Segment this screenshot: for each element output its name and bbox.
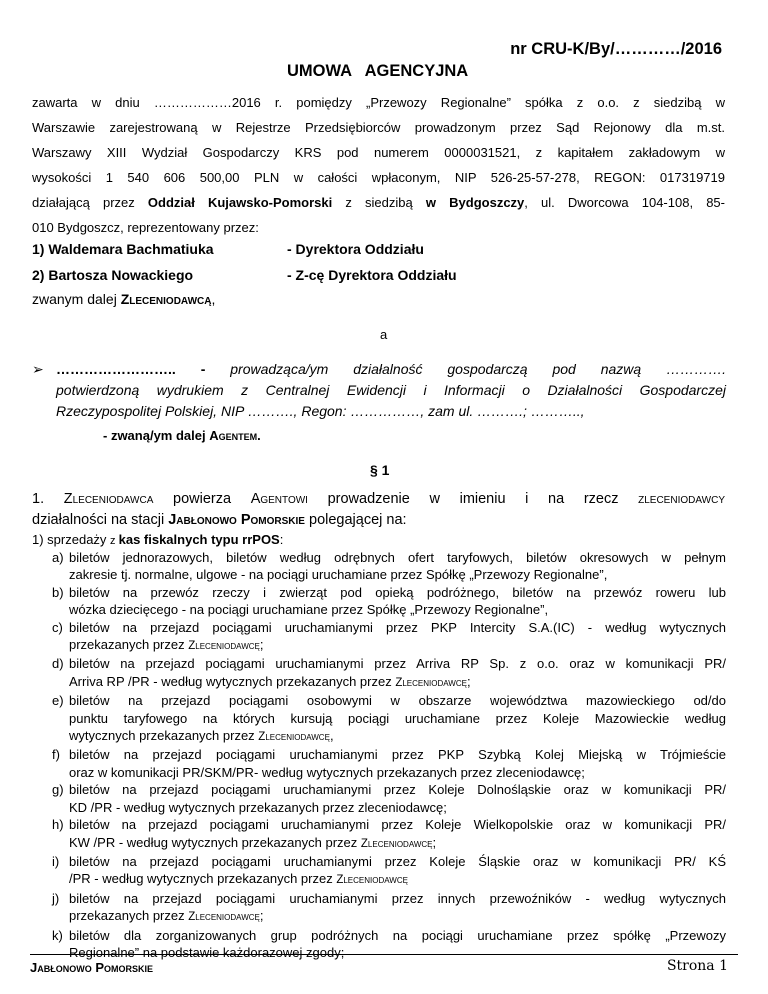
list-item — [52, 853, 726, 890]
agent-named-prefix: - zwaną/ym dalej — [103, 428, 210, 443]
list-item-letter: f) — [52, 747, 60, 763]
list-item-line — [69, 834, 726, 853]
list-item-term: Zleceniodawcę — [360, 837, 433, 850]
list-item-text: /PR - według wytycznych przekazanych przez — [69, 871, 337, 887]
list-item-term: Zleceniodawcę — [336, 874, 408, 887]
intro-text: z siedzibą — [332, 195, 426, 210]
list-item-line — [69, 584, 726, 601]
list-item-line — [69, 636, 726, 655]
list-item-letter: c) — [52, 619, 63, 635]
list-item-line — [69, 746, 726, 763]
list-item-line — [69, 566, 726, 583]
agent-named-suffix: . — [257, 428, 261, 443]
list-item-line — [69, 781, 726, 798]
agent-dash: - — [200, 361, 231, 377]
agent-line: Rzeczypospolitej Polskiej, NIP ………., Regon: ……………, zam ul. ……….; ……….., — [56, 403, 585, 419]
list-item-text: biletów na przejazd pociągami uruchamianymi przez Koleje Dolnośląskie oraz w komunikacji PR/ — [69, 782, 726, 798]
list-item — [52, 781, 726, 816]
intro-line: 010 Bydgoszcz, reprezentowany przez: — [32, 220, 259, 235]
para-1 — [32, 491, 725, 533]
list-item-letter: d) — [52, 656, 64, 672]
para-text: działalności na stacji — [32, 512, 169, 528]
list-item-letter: i) — [52, 853, 60, 869]
intro-line — [32, 195, 725, 220]
rep-1-role: - Dyrektora Oddziału — [287, 241, 424, 257]
list-item-term: Zleceniodawcę — [188, 911, 260, 924]
para-term: zleceniodawcy — [638, 491, 725, 507]
list-item-term: Zleceniodawcę — [188, 640, 260, 653]
agent-business: prowadząca/ym działalność gospodarczą pod nazwą …………. — [230, 361, 726, 377]
list-item-line — [69, 890, 726, 907]
list-item-line — [69, 907, 726, 926]
list-item-line — [69, 619, 726, 636]
items-list — [52, 549, 726, 961]
list-item — [52, 655, 726, 692]
para-line — [32, 512, 725, 533]
list-item — [52, 890, 726, 927]
list-item-text: biletów na przejazd pociągami uruchamianymi przez Koleje Wielkopolskie oraz w komunikacji PR/ — [69, 817, 726, 833]
intro-line: wysokości 1 540 606 500,00 PLN w całości wpłaconym, NIP 526-25-57-278, REGON: 017319719 — [32, 170, 725, 185]
list-item — [52, 816, 726, 853]
list-item-line — [69, 549, 726, 566]
agent-named-line — [103, 428, 261, 443]
list-item-line — [69, 655, 726, 672]
intro-text: , ul. Dworcowa 104-108, 85- — [524, 195, 725, 210]
para-text: powierza — [153, 491, 251, 507]
footer-divider — [30, 954, 738, 955]
branch-city: w Bydgoszczy — [425, 195, 525, 210]
para-term: Agentowi — [250, 491, 308, 507]
station-name: Jabłonowo Pomorskie — [168, 512, 305, 528]
list-item-line — [69, 944, 726, 961]
list-item-text: KD /PR - według wytycznych przekazanych przez zleceniodawcę; — [69, 799, 447, 815]
list-item-text: wytycznych przekazanych przez — [69, 728, 259, 744]
principal-prefix: zwanym dalej — [32, 291, 121, 307]
intro-line: Warszawy XIII Wydział Gospodarczy KRS pod numerem 0000031521, z kapitałem zakładowym w — [32, 145, 725, 160]
list-item-term: Zleceniodawcę — [258, 731, 330, 744]
list-item-text: biletów na przejazd pociągami uruchamianymi przez Koleje Śląskie oraz w komunikacji PR/ KŚ — [69, 853, 726, 869]
list-item-letter: b) — [52, 584, 64, 600]
point-text: : — [279, 532, 284, 547]
list-item-text: Regionalne” na podstawie każdorazowej zgody; — [69, 944, 345, 960]
list-item-text: ; — [466, 673, 471, 689]
list-item — [52, 619, 726, 656]
list-item-text: zakresie tj. normalne, ulgowe - na pociągi uruchamiane przez Spółkę „Przewozy Regionalne”, — [69, 567, 608, 583]
principal-name: Zleceniodawcą — [120, 291, 212, 307]
list-item-line — [69, 727, 726, 746]
list-item-letter: e) — [52, 693, 64, 709]
page-number: Strona 1 — [666, 958, 728, 974]
section-heading: § 1 — [370, 462, 390, 478]
list-item-text: biletów na przewóz rzeczy i zwierząt pod opieką podróżnego, biletów na przewóz roweru lub — [69, 584, 726, 600]
list-item-line — [69, 853, 726, 870]
point-text: 1) sprzedaży — [32, 532, 111, 547]
list-item-line — [69, 816, 726, 833]
point-emphasis: kas fiskalnych typu rrPOS — [118, 532, 280, 547]
list-item-text: biletów na przejazd pociągami uruchamianymi przez innych przewoźników - według wytycznych — [69, 890, 726, 906]
conjunction-and: a — [380, 327, 388, 342]
list-item-text: biletów na przejazd pociągami uruchamianymi przez PKP Intercity S.A.(IC) - według wytycznych — [69, 619, 726, 635]
list-item — [52, 549, 726, 584]
document-title: UMOWA AGENCYJNA — [287, 62, 469, 80]
para-line — [32, 491, 725, 512]
list-item-text: biletów na przejazd pociągami uruchamianymi przez PKP Szybką Kolej Miejską w Trójmieście — [69, 747, 726, 763]
list-item-text: przekazanych przez — [69, 908, 189, 924]
list-item-text: biletów jednorazowych, biletów według odrębnych ofert taryfowych, biletów okresowych w pełnym — [69, 550, 726, 565]
list-item-line — [69, 764, 726, 781]
list-item-text: , — [329, 728, 334, 744]
agent-block — [56, 361, 726, 424]
list-item-text: punktu taryfowego na których kursują pociągi uruchamiane przez Koleje Mazowieckie według — [69, 710, 726, 726]
list-item-text: biletów na przejazd pociągami uruchamianymi przez Arriva RP Sp. z o.o. oraz w komunikacji PR/ — [69, 656, 726, 672]
agent-named: Agentem — [209, 428, 258, 443]
list-item-letter: a) — [52, 550, 64, 565]
footer-station: Jabłonowo Pomorskie — [30, 960, 154, 975]
list-item-text: ; — [432, 834, 437, 850]
list-item-text: ; — [259, 637, 264, 653]
list-item — [52, 692, 726, 746]
list-item-letter: h) — [52, 817, 64, 833]
list-item-letter: g) — [52, 782, 64, 798]
contract-number: nr CRU-K/By/…………/2016 — [510, 40, 722, 58]
agent-name-blank: …………………….. — [56, 361, 201, 377]
list-item-line — [69, 870, 726, 889]
principal-suffix: , — [211, 291, 216, 307]
para-text: polegającej na: — [304, 512, 407, 528]
intro-line: zawarta w dniu ………………2016 r. pomiędzy „Przewozy Regionalne” spółka z o.o. z siedzibą w — [32, 95, 725, 110]
para-term: Zleceniodawca — [63, 491, 154, 507]
list-item-text: wózka dziecięcego - na pociągi uruchamiane przez Spółkę „Przewozy Regionalne”, — [69, 602, 549, 618]
list-item-text: biletów na przejazd pociągami osobowymi w obszarze województwa mazowieckiego od/do — [69, 693, 726, 709]
arrow-bullet-icon: ➢ — [32, 361, 44, 377]
agent-line — [56, 361, 726, 382]
intro-text: działającą przez — [32, 195, 148, 210]
list-item-text: biletów dla zorganizowanych grup podróżnych na pociągi uruchamiane przez spółkę „Przewozy — [69, 927, 726, 943]
list-item — [52, 927, 726, 962]
list-item-letter: k) — [52, 927, 63, 943]
branch-name: Oddział Kujawsko-Pomorski — [147, 195, 333, 210]
rep-2-name: 2) Bartosza Nowackiego — [32, 267, 194, 283]
list-item-line — [69, 601, 726, 618]
list-item-text: oraz w komunikacji PR/SKM/PR- według wytycznych przekazanych przez zleceniodawcę; — [69, 764, 585, 780]
para-text: prowadzenie w imieniu i na rzecz — [307, 491, 639, 507]
list-item-line — [69, 927, 726, 944]
rep-1-name: 1) Waldemara Bachmatiuka — [32, 241, 214, 257]
list-item — [52, 746, 726, 781]
point-1 — [32, 532, 283, 547]
intro-line: Warszawie zarejestrowaną w Rejestrze Przedsiębiorców prowadzonym przez Sąd Rejonowy dla m.st. — [32, 120, 725, 135]
list-item-line — [69, 692, 726, 709]
para-number: 1. — [32, 491, 64, 507]
list-item-letter: j) — [52, 890, 60, 906]
rep-2-role: - Z-cę Dyrektora Oddziału — [287, 267, 457, 283]
principal-line — [32, 291, 215, 307]
list-item-text: Arriva RP /PR - według wytycznych przekazanych przez — [69, 673, 396, 689]
list-item-text: ; — [259, 908, 264, 924]
list-item-line — [69, 710, 726, 727]
agent-line: potwierdzoną wydrukiem z Centralnej Ewidencji i Informacji o Działalności Gospodarczej — [56, 382, 726, 398]
list-item-line — [69, 673, 726, 692]
list-item-text: KW /PR - według wytycznych przekazanych przez — [69, 834, 361, 850]
list-item-text: przekazanych przez — [69, 637, 189, 653]
list-item-line — [69, 799, 726, 816]
list-item — [52, 584, 726, 619]
intro-paragraph — [32, 95, 725, 245]
point-text: z — [110, 535, 119, 547]
list-item-term: Zleceniodawcę — [395, 676, 467, 689]
